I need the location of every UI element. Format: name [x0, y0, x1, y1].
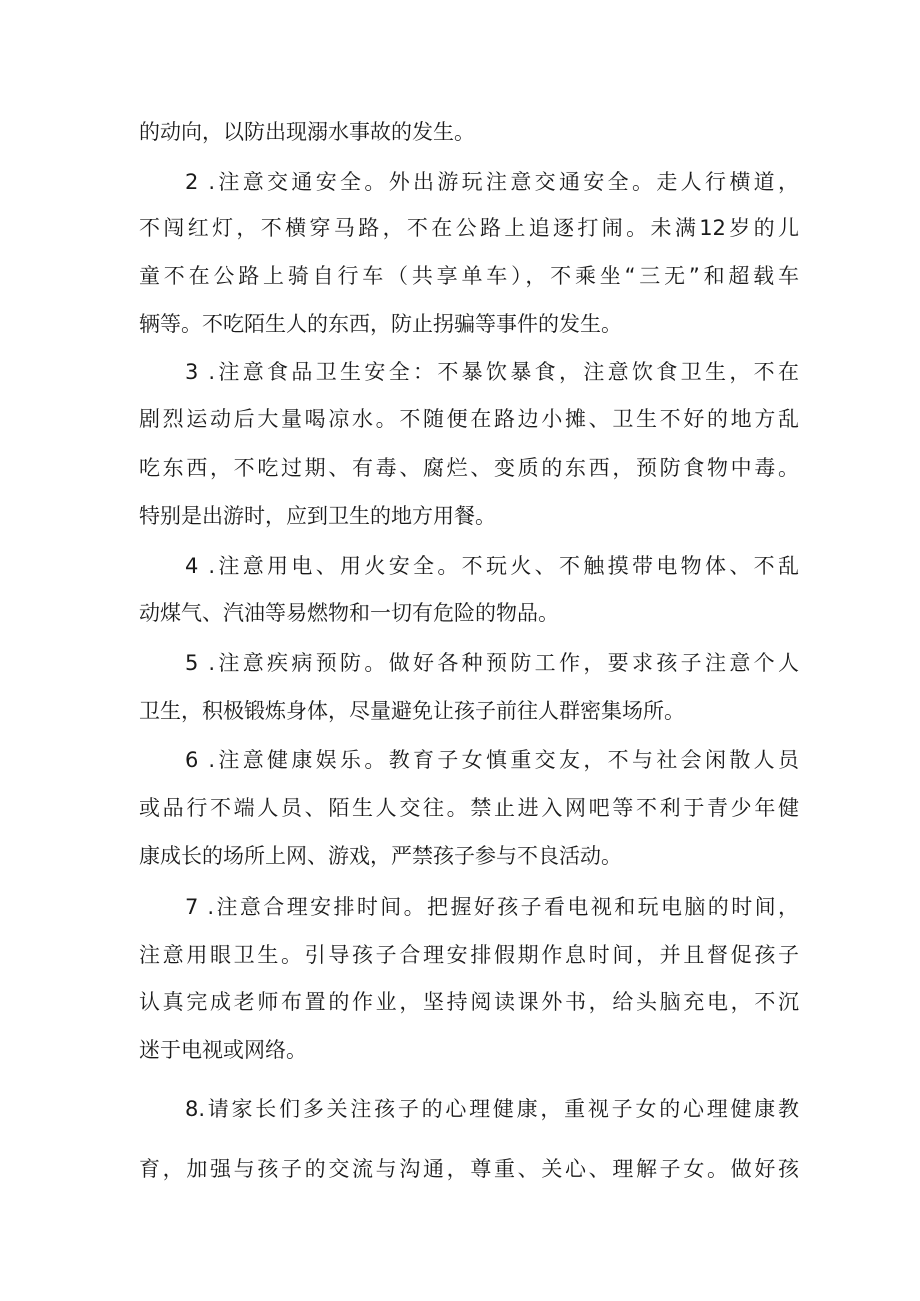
item-6-heading-line: 6 .注意健康娱乐。教育子女慎重交友，不与社会闲散人员: [185, 748, 799, 772]
item-3-heading-line: 3 .注意食品卫生安全：不暴饮暴食，注意饮食卫生，不在: [185, 360, 799, 384]
text-line: 康成长的场所上网、游戏，严禁孩子参与不良活动。: [139, 844, 622, 868]
text-line: 剧烈运动后大量喝凉水。不随便在路边小摊、卫生不好的地方乱: [139, 407, 799, 431]
text-line: 或品行不端人员、陌生人交往。禁止进入网吧等不利于青少年健: [139, 796, 799, 820]
item-2-heading-line: 2 .注意交通安全。外出游玩注意交通安全。走人行横道，: [185, 170, 799, 194]
item-8-heading-line: 8.请家长们多关注孩子的心理健康，重视子女的心理健康教: [185, 1097, 799, 1121]
text-line: 动煤气、汽油等易燃物和一切有危险的物品。: [139, 601, 559, 625]
text-line: 辆等。不吃陌生人的东西，防止拐骗等事件的发生。: [139, 312, 622, 336]
text-line: 卫生，积极锻炼身体，尽量避免让孩子前往人群密集场所。: [139, 699, 685, 723]
text-line: 不闯红灯，不横穿马路，不在公路上追逐打闹。未满12岁的儿: [139, 216, 799, 240]
item-5-heading-line: 5 .注意疾病预防。做好各种预防工作，要求孩子注意个人: [185, 651, 799, 675]
item-4-heading-line: 4 .注意用电、用火安全。不玩火、不触摸带电物体、不乱: [185, 554, 799, 578]
text-line: 育，加强与孩子的交流与沟通，尊重、关心、理解子女。做好孩: [139, 1157, 799, 1181]
item-7-heading-line: 7 .注意合理安排时间。把握好孩子看电视和玩电脑的时间，: [185, 895, 799, 919]
text-line: 注意用眼卫生。引导孩子合理安排假期作息时间，并且督促孩子: [139, 943, 799, 967]
text-line: 吃东西，不吃过期、有毒、腐烂、变质的东西，预防食物中毒。: [139, 456, 799, 480]
text-line: 认真完成老师布置的作业，坚持阅读课外书，给头脑充电，不沉: [139, 990, 799, 1014]
text-line: 童不在公路上骑自行车（共享单车），不乘坐“三无”和超载车: [139, 264, 799, 288]
text-line: 特别是出游时，应到卫生的地方用餐。: [139, 504, 496, 528]
text-line: 迷于电视或网络。: [139, 1038, 307, 1062]
text-line: 的动向，以防出现溺水事故的发生。: [139, 120, 475, 144]
